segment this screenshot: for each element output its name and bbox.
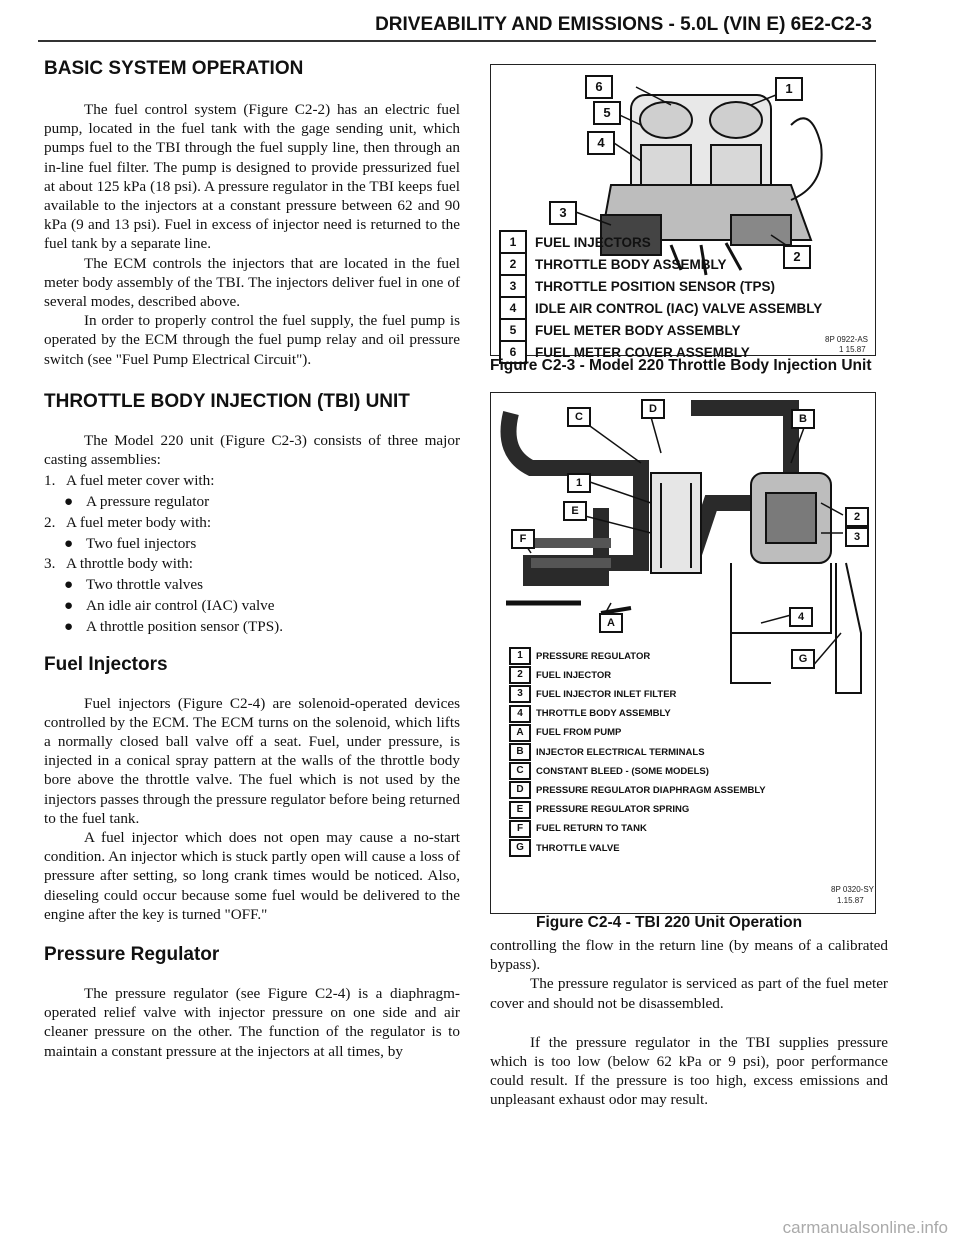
list-subitem-text: Two throttle valves bbox=[86, 576, 204, 594]
callout-box: 1 bbox=[499, 230, 527, 254]
fig4-callout: B bbox=[791, 409, 815, 429]
fig4-code-1: 8P 0320-SY bbox=[831, 885, 874, 894]
fig3-code-1: 8P 0922-AS bbox=[825, 335, 868, 344]
list-item bbox=[44, 554, 460, 575]
fig4-legend-label: THROTTLE VALVE bbox=[536, 842, 620, 854]
fig3-legend-label: THROTTLE POSITION SENSOR (TPS) bbox=[535, 278, 776, 294]
basic-system-operation-heading: BASIC SYSTEM OPERATION bbox=[44, 58, 304, 79]
tbi-unit-heading: THROTTLE BODY INJECTION (TBI) UNIT bbox=[44, 390, 410, 412]
callout-box: 2 bbox=[499, 252, 527, 276]
fig3-callout: 5 bbox=[593, 101, 621, 125]
fig4-legend-item bbox=[509, 820, 647, 838]
pressure-regulator-heading: Pressure Regulator bbox=[44, 944, 220, 966]
callout-box: 3 bbox=[509, 685, 531, 703]
callout-box: 1 bbox=[509, 647, 531, 665]
tbi-intro-paragraph: The Model 220 unit (Figure C2-3) consists of three major casting assemblies: bbox=[44, 431, 460, 469]
fig3-legend-item bbox=[499, 296, 822, 320]
pressure-regulator-paragraph: The pressure regulator (see Figure C2-4) is a diaphragm-operated relief valve with injector pressure on one side and air cleaner pressure on the other. The function of the regulator is to maintain a constant pressure at the injectors at all times, by bbox=[44, 985, 460, 1060]
right-paragraph-3: If the pressure regulator in the TBI supplies pressure which is too low (below 62 kPa or 9 psi), poor performance could result. If the pressure is too high, excess emissions and unpleasant exhaust odor may result. bbox=[490, 1033, 888, 1109]
callout-box: 3 bbox=[499, 274, 527, 298]
fig3-legend-item bbox=[499, 230, 651, 254]
fig4-callout: F bbox=[511, 529, 535, 549]
figure-c2-4-caption: Figure C2-4 - TBI 220 Unit Operation bbox=[536, 914, 803, 931]
fig3-legend-item bbox=[499, 318, 741, 342]
footer-watermark: carmanualsonline.info bbox=[782, 1218, 948, 1237]
list-text: A fuel meter cover with: bbox=[66, 472, 215, 490]
list-text: A throttle body with: bbox=[66, 555, 193, 573]
list-number: 3. bbox=[44, 555, 56, 573]
fig4-legend-item bbox=[509, 781, 766, 799]
callout-box: 4 bbox=[499, 296, 527, 320]
list-subitem-text: An idle air control (IAC) valve bbox=[86, 597, 275, 615]
right-column-text bbox=[490, 936, 888, 1110]
fig3-callout: 3 bbox=[549, 201, 577, 225]
fig4-legend-label: INJECTOR ELECTRICAL TERMINALS bbox=[536, 746, 705, 758]
fig3-legend-label: THROTTLE BODY ASSEMBLY bbox=[535, 256, 727, 272]
fig3-code-2: 1 15.87 bbox=[839, 345, 866, 354]
header-rule bbox=[38, 40, 876, 42]
fig4-callout: A bbox=[599, 613, 623, 633]
fig4-legend-item bbox=[509, 801, 689, 819]
list-subitem-text: Two fuel injectors bbox=[86, 534, 197, 552]
fig3-callout: 2 bbox=[783, 245, 811, 269]
fig3-legend-label: FUEL METER COVER ASSEMBLY bbox=[535, 344, 750, 360]
list-item bbox=[44, 471, 460, 492]
bullet-icon: ● bbox=[64, 534, 74, 552]
fig4-callout: E bbox=[563, 501, 587, 521]
fig3-legend-item bbox=[499, 274, 775, 298]
fig4-legend-label: FUEL FROM PUMP bbox=[536, 727, 622, 739]
fig4-legend-label: FUEL INJECTOR INLET FILTER bbox=[536, 688, 677, 700]
list-subitem-text: A throttle position sensor (TPS). bbox=[86, 617, 284, 635]
basic-paragraph-1: The fuel control system (Figure C2-2) has an electric fuel pump, located in the fuel tank with the gage sending unit, which pumps fuel to the TBI through the fuel supply line, then through an in-line fuel filter. The pump is designed to provide pressurized fuel at about 125 kPa (18 psi). A pressure regulator in the TBI keeps fuel available to the injectors at a constant pressure between 62 and 90 kPa (9 and 13 psi). Fuel in excess of injector need is returned to the fuel tank by a separate line. bbox=[44, 101, 460, 253]
fuel-injectors-heading: Fuel Injectors bbox=[44, 653, 168, 675]
fig4-legend-item bbox=[509, 685, 676, 703]
list-number: 1. bbox=[44, 472, 56, 490]
fig4-legend-label: PRESSURE REGULATOR DIAPHRAGM ASSEMBLY bbox=[536, 784, 766, 796]
bullet-icon: ● bbox=[64, 493, 74, 511]
basic-paragraph-3: In order to properly control the fuel supply, the fuel pump is operated by the ECM through the fuel pump relay and oil pressure switch (see "Fuel Pump Electrical Circuit"). bbox=[44, 312, 460, 368]
left-column bbox=[44, 58, 460, 1061]
fig4-legend-label: FUEL INJECTOR bbox=[536, 669, 612, 681]
fig3-callout: 1 bbox=[775, 77, 803, 101]
right-paragraph-1: controlling the flow in the return line (by means of a calibrated bypass). bbox=[490, 937, 888, 974]
list-number: 2. bbox=[44, 513, 56, 531]
fig4-callout: 3 bbox=[845, 527, 869, 547]
fig4-legend-label: PRESSURE REGULATOR bbox=[536, 650, 651, 662]
list-subitem bbox=[44, 492, 460, 513]
fig4-legend-item bbox=[509, 724, 621, 742]
assembly-list bbox=[44, 471, 460, 637]
fig3-legend-item bbox=[499, 252, 727, 276]
fig3-legend-label: IDLE AIR CONTROL (IAC) VALVE ASSEMBLY bbox=[535, 300, 823, 316]
list-text: A fuel meter body with: bbox=[66, 513, 212, 531]
bullet-icon: ● bbox=[64, 597, 74, 615]
page-header-title: DRIVEABILITY AND EMISSIONS - 5.0L (VIN E) 6E2-C2-3 bbox=[375, 14, 872, 35]
figure-c2-4 bbox=[490, 392, 876, 914]
fig4-legend-item bbox=[509, 705, 671, 723]
fuel-injectors-paragraph-1: Fuel injectors (Figure C2-4) are solenoid-operated devices controlled by the ECM. The ECM turns on the solenoid, which lifts a normally closed ball valve off a seat. Fuel, under pressure, is injected in a conical spray pattern at the walls of the throttle body bore above the throttle valve. The fuel which is not used by the injectors passes through the pressure regulator before being returned to the fuel tank. bbox=[44, 694, 460, 827]
list-subitem-text: A pressure regulator bbox=[86, 493, 210, 511]
callout-box: 4 bbox=[509, 705, 531, 723]
fig4-callout: C bbox=[567, 407, 591, 427]
list-subitem bbox=[44, 617, 460, 638]
callout-box: 5 bbox=[499, 318, 527, 342]
fig4-callout: 1 bbox=[567, 473, 591, 493]
callout-box: 2 bbox=[509, 666, 531, 684]
figure-c2-3-caption: Figure C2-3 - Model 220 Throttle Body Injection Unit bbox=[490, 357, 872, 374]
fig4-legend-label: CONSTANT BLEED - (SOME MODELS) bbox=[536, 765, 709, 777]
fig4-callout: 4 bbox=[789, 607, 813, 627]
callout-box: D bbox=[509, 781, 531, 799]
fig4-callout: D bbox=[641, 399, 665, 419]
fig4-legend-item bbox=[509, 839, 620, 857]
fig4-legend-item bbox=[509, 762, 709, 780]
fig4-legend-item bbox=[509, 666, 611, 684]
fig4-code-2: 1.15.87 bbox=[837, 896, 864, 905]
fuel-injectors-paragraph-2: A fuel injector which does not open may cause a no-start condition. An injector which is stuck partly open will cause a loss of pressure after setting, so long crank times would be noticed. Also, dieseling could occur because some fuel would be delivered to the engine after the key is turned "OFF." bbox=[44, 829, 460, 923]
fig3-callout: 4 bbox=[587, 131, 615, 155]
fig4-legend-label: THROTTLE BODY ASSEMBLY bbox=[536, 708, 671, 720]
fig3-callout: 6 bbox=[585, 75, 613, 99]
callout-box: A bbox=[509, 724, 531, 742]
basic-paragraph-2: The ECM controls the injectors that are located in the fuel meter body assembly of the TBI. The injectors deliver fuel in one of several modes, described above. bbox=[44, 254, 460, 311]
list-item bbox=[44, 513, 460, 534]
callout-box: 6 bbox=[499, 340, 527, 364]
list-subitem bbox=[44, 534, 460, 555]
fig3-legend-label: FUEL INJECTORS bbox=[535, 234, 651, 250]
list-subitem bbox=[44, 575, 460, 596]
fig4-callout: G bbox=[791, 649, 815, 669]
callout-box: E bbox=[509, 801, 531, 819]
bullet-icon: ● bbox=[64, 576, 74, 594]
fig4-legend-item bbox=[509, 647, 650, 665]
callout-box: C bbox=[509, 762, 531, 780]
fig4-callout: 2 bbox=[845, 507, 869, 527]
bullet-icon: ● bbox=[64, 617, 74, 635]
fig3-legend-label: FUEL METER BODY ASSEMBLY bbox=[535, 322, 741, 338]
figure-c2-3 bbox=[490, 64, 876, 360]
callout-box: F bbox=[509, 820, 531, 838]
page-header bbox=[0, 6, 960, 42]
right-paragraph-2: The pressure regulator is serviced as part of the fuel meter cover and should not be disassembled. bbox=[490, 975, 888, 1012]
fig4-legend-label: FUEL RETURN TO TANK bbox=[536, 823, 647, 835]
fig4-legend-label: PRESSURE REGULATOR SPRING bbox=[536, 804, 690, 816]
list-subitem bbox=[44, 596, 460, 617]
fig4-legend-item bbox=[509, 743, 705, 761]
callout-box: G bbox=[509, 839, 531, 857]
callout-box: B bbox=[509, 743, 531, 761]
